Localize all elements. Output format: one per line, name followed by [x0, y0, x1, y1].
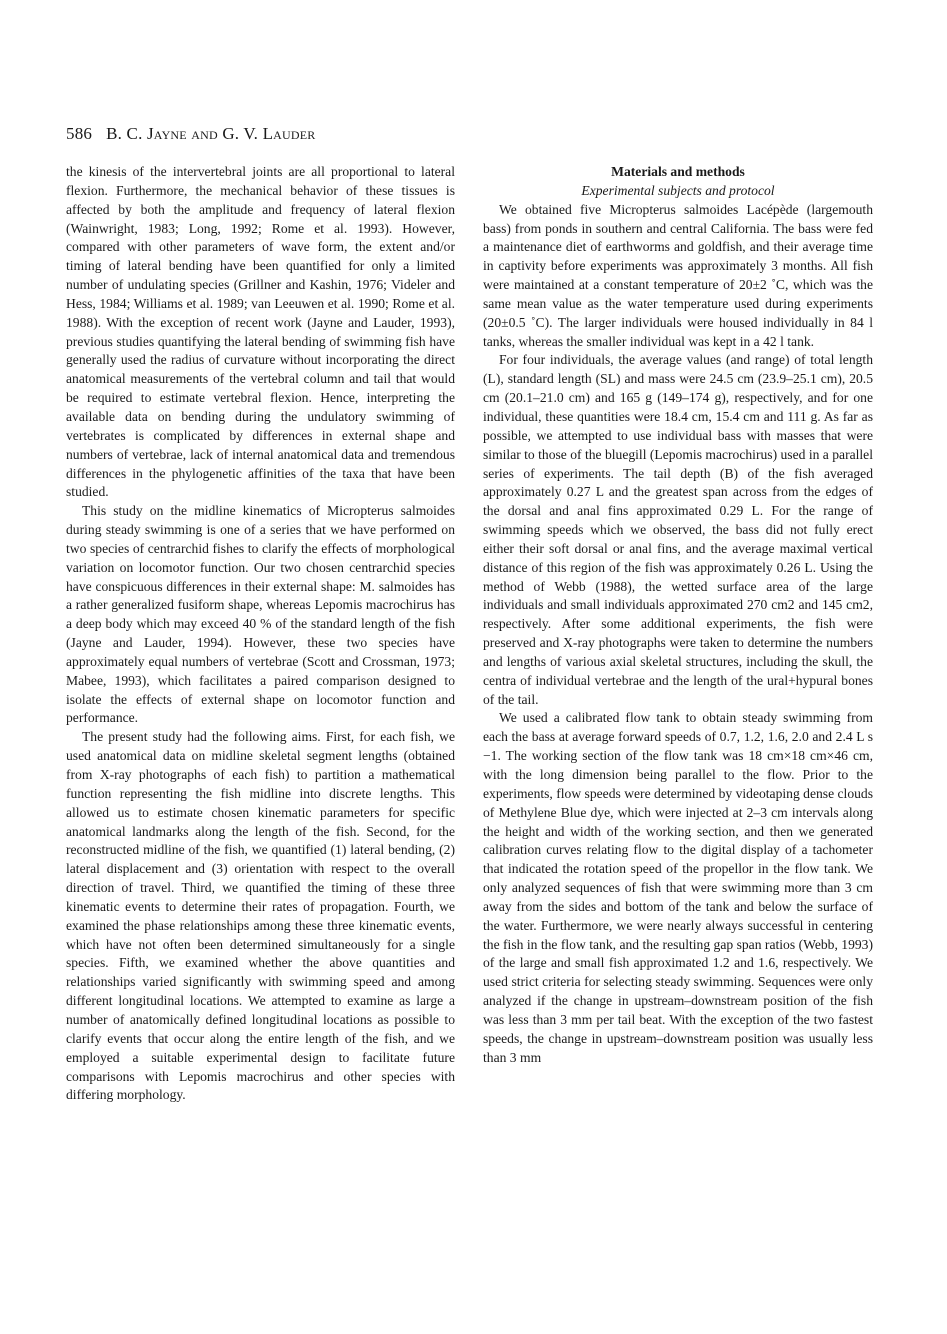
running-header	[66, 124, 316, 144]
left-column	[66, 163, 455, 1105]
subsection-heading: Experimental subjects and protocol	[581, 182, 775, 198]
paragraph: We obtained five Micropterus salmoides Lacépède (largemouth bass) from ponds in southern and central California. The bass were fed a maintenance diet of earthworms and goldfish, and their average time in captivity before experiments was approximately 3 months. All fish were maintained at a constant temperature of 20±2 ˚C, which was the same mean value as the water temperature used during experiments (20±0.5 ˚C). The larger individuals were housed individually in 84 l tanks, whereas the smaller individual was kept in a 42 l tank.	[483, 201, 873, 349]
paragraph: We used a calibrated flow tank to obtain steady swimming from each the bass at average forward speeds of 0.7, 1.2, 1.6, 2.0 and 2.4 L s −1. The working section of the flow tank was 18 cm×18 cm×46 cm, with the long dimension being parallel to the flow. Prior to the experiments, flow speeds were determined by videotaping dense clouds of Methylene Blue dye, which were injected at 2–3 cm intervals along the height and width of the working section, and then we generated calibration curves relating flow to the digital display of a tachometer that indicated the rotation speed of the propellor in the flow tank. We only analyzed sequences of fish that were swimming more than 3 cm away from the sides and bottom of the tank and below the surface of the water. Furthermore, we were nearly always successful in centering the fish in the flow tank, and the resulting gap span ratios (Webb, 1993) of the large and small fish approximated 1.2 and 1.6, respectively. We used strict criteria for selecting steady swimming. Sequences were only analyzed if the change in upstream–downstream position of the fish was less than 3 mm per tail beat. With the exception of the two fastest speeds, the change in upstream–downstream position was usually less than 3 mm	[483, 710, 873, 1065]
paragraph: This study on the midline kinematics of Micropterus salmoides during steady swimming is one of a series that we have performed on two species of centrarchid fishes to clarify the effects of morphological variation on locomotor function. Our two chosen centrarchid species have conspicuous differences in their external shape: M. salmoides has a rather generalized fusiform shape, whereas Lepomis macrochirus has a deep body which may exceed 40 % of the standard length of the fish (Jayne and Lauder, 1994). However, these two species have approximately equal numbers of vertebrae (Scott and Crossman, 1973; Mabee, 1993), which facilitates a paired comparison designed to isolate the effects of external shape on locomotor function and performance.	[66, 503, 455, 726]
author-names: B. C. Jayne and G. V. Lauder	[106, 124, 316, 143]
page-number: 586	[66, 124, 93, 143]
section-heading: Materials and methods	[611, 164, 745, 179]
paragraph: For four individuals, the average values (and range) of total length (L), standard length (SL) and mass were 24.5 cm (23.9–25.1 cm), 20.5 cm (20.1–21.0 cm) and 165 g (149–174 g), respectively, and for one individual, these quantities were 18.4 cm, 15.4 cm and 111 g. As far as possible, we attempted to use individual bass with masses that were similar to those of the bluegill (Lepomis macrochirus) used in a parallel series of experiments. The tail depth (B) of the fish averaged approximately 0.27 L and the greatest span across from the edges of the dorsal and anal fins approximated 0.29 L. For the range of swimming speeds which we observed, the bass did not fully erect either their soft dorsal or anal fins, and the average maximal vertical distance of this region of the fish was approximately 0.26 L. Using the method of Webb (1988), the wetted surface area of the large individuals and small individuals approximated 270 cm2 and 145 cm2, respectively. After some additional experiments, the fish were preserved and X-ray photographs were taken to determine the numbers and lengths of various axial skeletal structures, including the skull, the centra of individual vertebrae and the length of the ural+hypural bones of the tail.	[483, 352, 873, 707]
paragraph: the kinesis of the intervertebral joints are all proportional to lateral flexion. Furthermore, the mechanical behavior of these tissues is affected by both the amplitude and frequency of lateral flexion (Wainwright, 1983; Long, 1992; Rome et al. 1993). However, compared with other parameters of wave form, the extent and/or timing of lateral bending have been quantified for only a limited number of undulating species (Grillner and Kashin, 1976; Videler and Hess, 1984; Williams et al. 1989; van Leeuwen et al. 1990; Rome et al. 1988). With the exception of recent work (Jayne and Lauder, 1993), previous studies quantifying the lateral bending of swimming fish have generally used the radius of curvature without incorporating the direct anatomical measurements of the vertebral column and tail that would be required to estimate vertebral flexion. Hence, interpreting the available data on bending during the undulatory swimming of vertebrates is complicated by differences in external shape and numbers of vertebrae, lack of internal anatomical data and tremendous differences in the phylogenetic affinities of the taxa that have been studied.	[66, 164, 455, 500]
right-column	[483, 163, 873, 1068]
paragraph: The present study had the following aims. First, for each fish, we used anatomical data on midline skeletal segment lengths (obtained from X-ray photographs of each fish) to partition a mathematical function representing the fish midline into discrete lengths. This allowed us to estimate chosen kinematic parameters for specific anatomical landmarks along the length of the fish. Second, for the reconstructed midline of the fish, we quantified (1) lateral bending, (2) lateral displacement and (3) orientation with respect to the overall direction of travel. Third, we quantified the timing of these three kinematic events to determine their rates of propagation. Fourth, we examined the phase relationships among these three kinematic events, which have not often been determined simultaneously for a single species. Fifth, we examined whether the above quantities and relationships varied significantly with swimming speed and among different longitudinal locations. We attempted to examine as large a number of anatomically defined longitudinal locations as possible to clarify events that occur along the entire length of the fish, and we employed a suitable experimental design to facilitate future comparisons with Lepomis macrochirus and other species with differing morphology.	[66, 729, 455, 1103]
